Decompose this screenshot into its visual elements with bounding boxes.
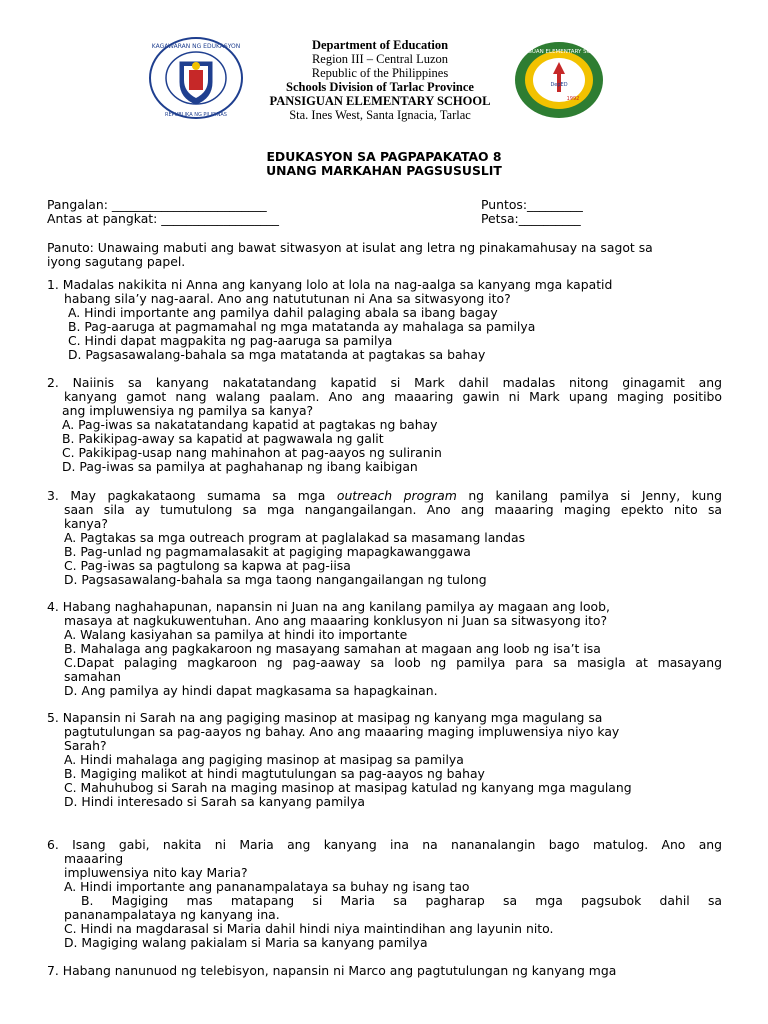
instructions	[47, 241, 722, 269]
exam-subject-title: EDUKASYON SA PAGPAPAKATAO 8	[266, 149, 502, 164]
school-seal-inner-text: DepED	[550, 82, 568, 88]
grade-field: Antas at pangkat: ___________________	[47, 211, 279, 226]
school-address: Sta. Ines West, Santa Ignacia, Tarlac	[289, 108, 471, 122]
choice-d: D. Magiging walang pakialam si Maria sa kanyang pamilya	[64, 935, 428, 950]
choice-d: D. Hindi interesado si Sarah sa kanyang pamilya	[64, 794, 366, 809]
region-name: Region III – Central Luzon	[311, 52, 449, 66]
choice-b: B. Mahalaga ang pagkakaroon ng masayang samahan at magaan ang loob ng isa’t isa	[64, 641, 601, 656]
choice-c: C. Pakikipag-usap nang mahinahon at pag-aayos ng suliranin	[62, 445, 442, 460]
question-text: 5. Napansin ni Sarah na ang pagiging masinop at masipag ng kanyang mga magulang sa	[47, 710, 603, 725]
question-7	[47, 964, 722, 978]
instructions-line: iyong sagutang papel.	[47, 254, 186, 269]
question-text: ang impluwensiya ng pamilya sa kanya?	[62, 403, 314, 418]
exam-type-title: UNANG MARKAHAN PAGSUSUSLIT	[266, 163, 502, 178]
choice-b-continued: pananampalataya ng kanyang ina.	[64, 907, 280, 922]
choice-b: B. Pag-aaruga at pagmamahal ng mga matatanda ay mahalaga sa pamilya	[68, 319, 536, 334]
choice-a: A. Pagtakas sa mga outreach program at paglalakad sa masamang landas	[64, 530, 526, 545]
choice-c: C. Mahuhubog si Sarah na maging masinop at masipag katulad ng kanyang mga magulang	[64, 780, 632, 795]
choice-a: A. Pag-iwas sa nakatatandang kapatid at pagtakas ng bahay	[62, 417, 438, 432]
choice-a: A. Hindi importante ang pananampalataya sa buhay ng isang tao	[64, 879, 470, 894]
choice-c: C. Hindi dapat magpakita ng pag-aaruga sa pamilya	[68, 333, 393, 348]
question-text: 1. Madalas nakikita ni Anna ang kanyang lolo at lola na nag-aalga sa kanyang mga kapatid	[47, 277, 613, 292]
question-6	[47, 838, 722, 950]
question-text: impluwensiya nito kay Maria?	[64, 865, 248, 880]
question-text: 6. Isang gabi, nakita ni Maria ang kanyang ina na nananalangin bago matulog. Ano ang	[47, 837, 722, 852]
question-text: kanya?	[64, 516, 108, 531]
question-text-part: 3. May pagkakataong sumama sa mga	[47, 488, 326, 503]
question-text-italic: outreach program	[336, 488, 457, 503]
score-field: Puntos:_________	[481, 197, 583, 212]
school-seal-text: PANSIGUAN ELEMENTARY SCHOOL	[513, 49, 605, 55]
school-name: PANSIGUAN ELEMENTARY SCHOOL	[269, 94, 491, 108]
school-seal-year: 1992	[566, 96, 580, 102]
question-text: saan sila ay tumutulong sa mga nangangailangan. Ano ang maaaring maging epekto nito sa	[64, 502, 722, 517]
deped-seal-bottom-text: REPUBLIKA NG PILIPINAS	[165, 112, 227, 118]
question-4	[47, 600, 722, 698]
choice-a: A. Hindi mahalaga ang pagiging masinop at masipag sa pamilya	[64, 752, 464, 767]
question-text: 7. Habang nanunuod ng telebisyon, napansin ni Marco ang pagtutulungan ng kanyang mga	[47, 963, 617, 978]
question-text: maaaring	[64, 851, 124, 866]
choice-a: A. Hindi importante ang pamilya dahil palaging abala sa ibang bagay	[68, 305, 498, 320]
choice-b: B. Magiging malikot at hindi magtutulungan sa pag-aayos ng bahay	[64, 766, 485, 781]
choice-a: A. Walang kasiyahan sa pamilya at hindi ito importante	[64, 627, 408, 642]
choice-b: B. Pag-unlad ng pagmamalasakit at pagiging mapagkawanggawa	[64, 544, 471, 559]
choice-c: C. Pag-iwas sa pagtulong sa kapwa at pag-iisa	[64, 558, 351, 573]
choice-b: B. Pakikipag-away sa kapatid at pagwawala ng galit	[62, 431, 384, 446]
choice-d: D. Pagsasawalang-bahala sa mga matatanda at pagtakas sa bahay	[68, 347, 486, 362]
question-text-part: ng kanilang pamilya si Jenny, kung	[468, 488, 722, 503]
question-text: kanyang gamot nang walang paalam. Ano ang maaaring gawin ni Mark upang maging positibo	[64, 389, 722, 404]
instructions-line: Panuto: Unawaing mabuti ang bawat sitwasyon at isulat ang letra ng pinakamahusay na sagot sa	[47, 240, 653, 255]
choice-c: C.Dapat palaging magkaroon ng pag-aaway sa loob ng pamilya para sa masigla at masayang	[64, 655, 722, 670]
deped-seal-top-text: KAGAWARAN NG EDUKASYON	[151, 43, 241, 50]
republic-name: Republic of the Philippines	[311, 66, 449, 80]
name-field: Pangalan: _________________________	[47, 197, 267, 212]
date-field: Petsa:__________	[481, 211, 581, 226]
choice-c: C. Hindi na magdarasal si Maria dahil hindi niya maintindihan ang layunin nito.	[64, 921, 554, 936]
question-text: habang sila’y nag-aaral. Ano ang natututunan ni Ana sa sitwasyong ito?	[64, 291, 511, 306]
choice-d: D. Pag-iwas sa pamilya at paghahanap ng ibang kaibigan	[62, 459, 418, 474]
choice-c-continued: samahan	[64, 669, 122, 684]
choice-d: D. Pagsasawalang-bahala sa mga taong nangangailangan ng tulong	[64, 572, 487, 587]
letterhead	[230, 38, 530, 122]
question-1	[47, 278, 722, 362]
division-name: Schools Division of Tarlac Province	[286, 80, 474, 94]
department-name: Department of Education	[311, 38, 449, 52]
question-5	[47, 711, 722, 809]
question-text: masaya at nagkukuwentuhan. Ano ang maaaring konklusyon ni Juan sa sitwasyong ito?	[64, 613, 608, 628]
question-2	[47, 376, 722, 474]
question-text	[47, 489, 722, 503]
question-text: 4. Habang naghahapunan, napansin ni Juan na ang kanilang pamilya ay magaan ang loob,	[47, 599, 610, 614]
question-text: pagtutulungan sa pag-aayos ng bahay. Ano ang maaaring maging impluwensiya niyo kay	[64, 724, 620, 739]
question-3	[47, 489, 722, 587]
question-text: 2. Naiinis sa kanyang nakatatandang kapatid si Mark dahil madalas nitong ginagamit ang	[47, 375, 722, 390]
choice-b: B. Magiging mas matapang si Maria sa pagharap sa mga pagsubok dahil sa	[81, 893, 722, 908]
question-text: Sarah?	[64, 738, 107, 753]
choice-d: D. Ang pamilya ay hindi dapat magkasama sa hapagkainan.	[64, 683, 438, 698]
